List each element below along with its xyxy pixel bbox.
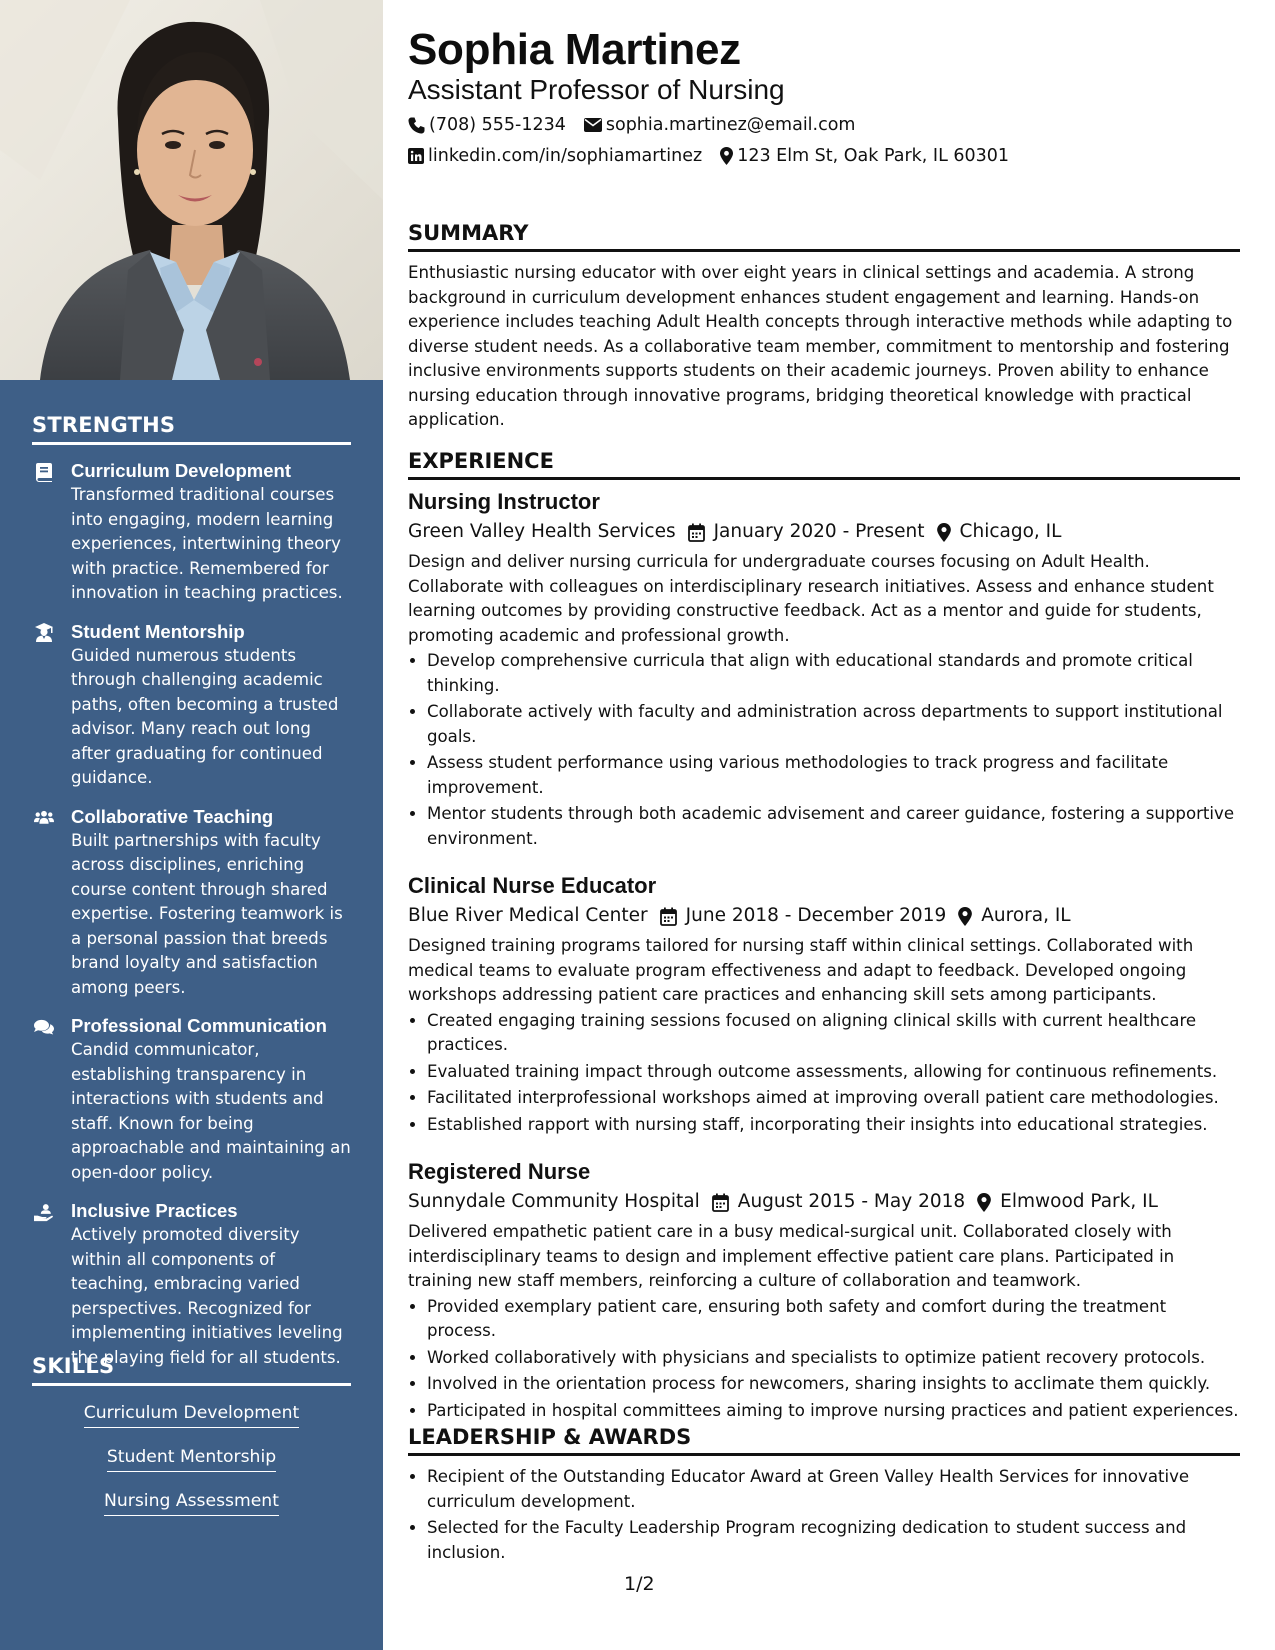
leadership-bullets [408, 1465, 1240, 1565]
job-dates-text: January 2020 - Present [713, 521, 925, 542]
book-icon [34, 462, 54, 482]
map-pin-icon [720, 147, 733, 165]
job-location [937, 517, 1062, 547]
skill-tag: Nursing Assessment [104, 1488, 279, 1516]
job-company: Green Valley Health Services [408, 521, 676, 542]
strength-description: Transformed traditional courses into engaging, modern learning experiences, intertwining theory with practice. Remembered for innovation in teaching practices. [71, 485, 343, 602]
job-bullets [408, 1009, 1240, 1138]
job-location-text: Chicago, IL [959, 521, 1062, 542]
job-location [958, 901, 1070, 931]
job-dates-text: June 2018 - December 2019 [685, 905, 947, 926]
skills-list [32, 1400, 351, 1532]
summary-text: Enthusiastic nursing educator with over eight years in clinical settings and academia. A strong background in curriculum development enhances student engagement and learning. Hands-on experience includes teaching Adult Health concepts through interactive methods while adapting to diverse student needs. As a collaborative team member, commitment to mentorship and fostering inclusive environments supports students on their academic journeys. Proven ability to enhance nursing education through innovative programs, bridging theoretical knowledge with practical application. [408, 263, 1233, 429]
map-pin-icon [937, 523, 951, 542]
sidebar [0, 0, 383, 1650]
job-bullets [408, 649, 1240, 851]
calendar-icon [688, 523, 705, 542]
job-bullet: • Mentor students through both academic advisement and career guidance, fostering a supportive environment. [427, 802, 1240, 851]
job-bullet: • Participated in hospital committees aiming to improve nursing practices and patient experiences. [427, 1399, 1240, 1424]
strength-item [32, 620, 351, 791]
job-location-text: Elmwood Park, IL [1000, 1191, 1158, 1212]
strength-description: Guided numerous students through challenging academic paths, often becoming a trusted advisor. Many reach out long after graduating for continued guidance. [71, 645, 339, 787]
hand-holding-user-icon [34, 1202, 54, 1222]
candidate-name: Sophia Martinez [408, 25, 741, 74]
job-meta [408, 517, 1240, 547]
experience-heading: EXPERIENCE [408, 447, 1240, 480]
strength-description: Built partnerships with faculty across disciplines, enriching course content through shared expertise. Fostering teamwork is a personal passion that breeds brand loyalty and satisfaction among peers. [71, 830, 343, 997]
page-number: 1/2 [624, 1573, 655, 1595]
job-bullet: • Facilitated interprofessional workshops aimed at improving overall patient care methodologies. [427, 1086, 1240, 1111]
strength-description: Candid communicator, establishing transparency in interactions with students and staff. Known for being approachable and maintaining an open-door policy. [71, 1040, 351, 1182]
portrait-illustration [0, 0, 383, 380]
job-bullet: • Assess student performance using various methodologies to track progress and facilitate improvement. [427, 751, 1240, 800]
contact-address [720, 144, 1009, 168]
job-dates [688, 517, 925, 547]
job-description: Delivered empathetic patient care in a busy medical-surgical unit. Collaborated closely with interdisciplinary teams to design and implement effective patient care plans. Participated in training new staff members, reinforcing a culture of collaboration and teamwork. [408, 1222, 1175, 1290]
graduate-icon [34, 623, 54, 643]
job-bullet: • Develop comprehensive curricula that align with educational standards and promote critical thinking. [427, 649, 1240, 698]
strength-title: Collaborative Teaching [71, 805, 274, 827]
linkedin-icon [408, 148, 424, 164]
skills-heading: SKILLS [32, 1353, 351, 1386]
skill-tag: Curriculum Development [84, 1400, 299, 1428]
contact-phone[interactable] [408, 113, 566, 137]
job-location [977, 1187, 1158, 1217]
contact-row-2 [408, 144, 1027, 168]
job-title: Nursing Instructor [408, 489, 600, 514]
leadership-bullet: • Recipient of the Outstanding Educator Award at Green Valley Health Services for innovative curriculum development. [427, 1465, 1240, 1514]
job-bullet: • Provided exemplary patient care, ensuring both safety and comfort during the treatment process. [427, 1295, 1240, 1344]
job-bullet: • Collaborate actively with faculty and administration across departments to support institutional goals. [427, 700, 1240, 749]
job-bullets [408, 1295, 1240, 1424]
comments-icon [34, 1017, 54, 1037]
job-bullet: • Created engaging training sessions focused on aligning clinical skills with current healthcare practices. [427, 1009, 1240, 1058]
phone-text: (708) 555-1234 [429, 115, 566, 135]
strength-item [32, 1199, 351, 1370]
job-bullet: • Established rapport with nursing staff, incorporating their insights into educational strategies. [427, 1113, 1240, 1138]
strength-item [32, 1014, 351, 1185]
leadership-bullet: • Selected for the Faculty Leadership Program recognizing dedication to student success and inclusion. [427, 1516, 1240, 1565]
strength-title: Professional Communication [71, 1015, 327, 1036]
job-bullet: • Worked collaboratively with physicians and specialists to optimize patient recovery protocols. [427, 1346, 1240, 1371]
job-bullet: • Evaluated training impact through outcome assessments, allowing for continuous refinements. [427, 1060, 1240, 1085]
job-bullet: • Involved in the orientation process for newcomers, sharing insights to acclimate them quickly. [427, 1372, 1240, 1397]
job-entry [408, 488, 1240, 853]
contact-row-1 [408, 113, 873, 137]
summary-heading: SUMMARY [408, 219, 1240, 252]
map-pin-icon [958, 907, 972, 926]
address-text: 123 Elm St, Oak Park, IL 60301 [737, 146, 1010, 166]
job-company: Sunnydale Community Hospital [408, 1191, 700, 1212]
job-entry [408, 872, 1240, 1139]
job-dates [660, 901, 947, 931]
strength-description: Actively promoted diversity within all components of teaching, embracing varied perspectives. Recognized for implementing initiatives leveling the playing field for all students. [71, 1225, 343, 1367]
job-dates-text: August 2015 - May 2018 [737, 1191, 966, 1212]
job-company: Blue River Medical Center [408, 905, 648, 926]
skill-tag: Student Mentorship [107, 1444, 276, 1472]
job-meta [408, 1187, 1240, 1217]
calendar-icon [712, 1193, 729, 1212]
profile-photo [0, 0, 383, 380]
envelope-icon [584, 118, 602, 132]
strengths-heading: STRENGTHS [32, 412, 351, 445]
contact-linkedin[interactable] [408, 144, 702, 168]
job-entry [408, 1158, 1240, 1425]
strength-title: Student Mentorship [71, 620, 245, 642]
strength-title: Inclusive Practices [71, 1200, 238, 1221]
linkedin-text: linkedin.com/in/sophiamartinez [428, 146, 703, 166]
leadership-heading: LEADERSHIP & AWARDS [408, 1423, 1240, 1456]
map-pin-icon [977, 1193, 991, 1212]
job-title: Clinical Nurse Educator [408, 873, 657, 898]
strength-item [32, 805, 351, 1001]
strength-item [32, 459, 351, 606]
job-description: Design and deliver nursing curricula for undergraduate courses focusing on Adult Health. Collaborate with colleagues on interdisciplinary research initiatives. Assess and enhance student learning outcomes by providing constructive feedback. Act as a mentor and guide for students, promoting academic and professional growth. [408, 552, 1214, 645]
leadership-block [408, 1464, 1240, 1567]
strengths-section [32, 412, 351, 1370]
candidate-role: Assistant Professor of Nursing [408, 74, 785, 105]
job-title: Registered Nurse [408, 1159, 591, 1184]
phone-icon [408, 117, 425, 134]
skills-section [32, 1353, 351, 1532]
job-dates [712, 1187, 965, 1217]
job-location-text: Aurora, IL [981, 905, 1071, 926]
email-text: sophia.martinez@email.com [605, 115, 856, 135]
job-meta [408, 901, 1240, 931]
job-description: Designed training programs tailored for nursing staff within clinical settings. Collaborated with medical teams to evaluate program effectiveness and adapt to feedback. Developed ongoing workshops addressing patient care practices and enhancing skill sets among participants. [408, 936, 1194, 1004]
calendar-icon [660, 907, 677, 926]
strength-title: Curriculum Development [71, 460, 291, 481]
users-icon [34, 808, 54, 828]
contact-email[interactable] [584, 113, 856, 137]
